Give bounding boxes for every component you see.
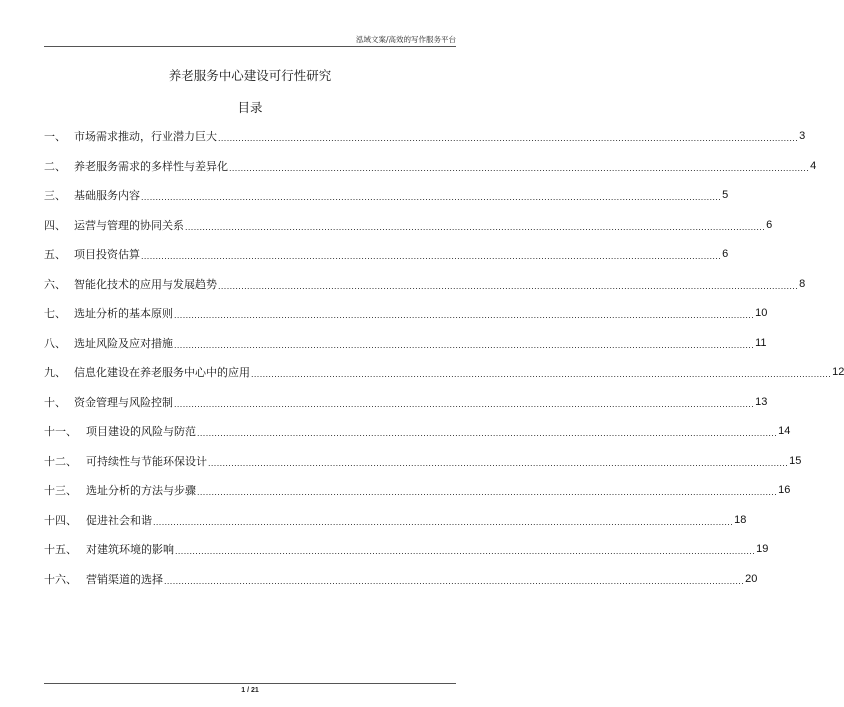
toc-leader-dots: ........................................................................................................................................................................................................ bbox=[153, 516, 734, 527]
toc-entry-label: 项目投资估算 bbox=[74, 248, 140, 261]
toc-entry-label: 养老服务需求的多样性与差异化 bbox=[74, 159, 228, 173]
toc-entry[interactable] bbox=[44, 306, 768, 336]
toc-entry-label: 基础服务内容 bbox=[74, 189, 140, 202]
page-indicator: 1 / 21 bbox=[241, 687, 259, 694]
toc-entry-page-number: 20 bbox=[745, 572, 758, 585]
toc-entry-label: 信息化建设在养老服务中心中的应用 bbox=[74, 366, 250, 379]
toc-entry-number: 四、 bbox=[44, 218, 66, 232]
page-header-text: 泓域文案/高效的写作服务平台 bbox=[355, 35, 456, 44]
toc-leader-dots: ........................................................................................................................................................................................................ bbox=[251, 369, 832, 379]
toc-entry-number: 八、 bbox=[44, 336, 66, 350]
toc-entry[interactable] bbox=[44, 395, 768, 425]
toc-entry-number: 七、 bbox=[44, 307, 66, 320]
toc-entry-number: 一、 bbox=[44, 130, 66, 143]
toc-entry-page-number: 16 bbox=[778, 484, 791, 496]
toc-entry-label: 促进社会和谐 bbox=[86, 513, 152, 527]
toc-entry-label: 运营与管理的协同关系 bbox=[74, 218, 184, 232]
toc-leader-dots: ........................................................................................................................................................................................................ bbox=[197, 487, 778, 497]
toc-leader-dots: ........................................................................................................................................................................................................ bbox=[174, 339, 755, 350]
toc-entry-label: 项目建设的风险与防范 bbox=[86, 425, 196, 438]
toc-entry[interactable] bbox=[44, 542, 769, 572]
toc-entry-page-number: 14 bbox=[778, 425, 791, 437]
toc-entry-number: 十五、 bbox=[44, 543, 77, 556]
toc-entry-page-number: 10 bbox=[755, 307, 768, 319]
toc-entry-number: 二、 bbox=[44, 159, 66, 173]
toc-entry-number: 九、 bbox=[44, 366, 66, 379]
toc-entry-number: 十二、 bbox=[44, 454, 77, 468]
toc-entry-label: 选址分析的基本原则 bbox=[74, 307, 173, 320]
toc-entry-number: 十一、 bbox=[44, 425, 77, 438]
toc-entry-label: 营销渠道的选择 bbox=[86, 572, 163, 586]
toc-leader-dots: ........................................................................................................................................................................................................ bbox=[174, 310, 755, 320]
toc-entry-page-number: 15 bbox=[789, 454, 802, 467]
toc-leader-dots: ........................................................................................................................................................................................................ bbox=[174, 398, 755, 409]
toc-entry[interactable] bbox=[44, 365, 844, 395]
toc-entry-page-number: 5 bbox=[722, 189, 729, 201]
toc-leader-dots: ........................................................................................................................................................................................................ bbox=[197, 428, 778, 438]
toc-entry[interactable] bbox=[44, 129, 806, 159]
toc-entry-number: 六、 bbox=[44, 277, 66, 291]
toc-leader-dots: ........................................................................................................................................................................................................ bbox=[175, 546, 756, 556]
toc-entry-label: 选址风险及应对措施 bbox=[74, 336, 173, 350]
toc-leader-dots: ........................................................................................................................................................................................................ bbox=[218, 133, 799, 143]
toc-entry-page-number: 11 bbox=[755, 336, 767, 349]
document-title: 养老服务中心建设可行性研究 bbox=[168, 68, 332, 83]
toc-entry-label: 市场需求推动，行业潜力巨大 bbox=[74, 130, 217, 143]
toc-entry-label: 可持续性与节能环保设计 bbox=[86, 454, 207, 468]
footer-divider bbox=[44, 683, 456, 684]
toc-leader-dots: ........................................................................................................................................................................................................ bbox=[208, 457, 789, 468]
toc-entry-number: 三、 bbox=[44, 189, 66, 202]
header-divider bbox=[44, 46, 456, 47]
toc-entry-number: 十三、 bbox=[44, 484, 77, 497]
toc-entry-page-number: 3 bbox=[799, 130, 806, 142]
toc-entry-label: 资金管理与风险控制 bbox=[74, 395, 173, 409]
toc-leader-dots: ........................................................................................................................................................................................................ bbox=[229, 162, 810, 173]
toc-entry[interactable] bbox=[44, 247, 729, 277]
toc-entry[interactable] bbox=[44, 218, 773, 248]
toc-entry-page-number: 19 bbox=[756, 543, 769, 555]
toc-entry-page-number: 12 bbox=[832, 366, 844, 378]
toc-entry[interactable] bbox=[44, 483, 791, 513]
toc-entry[interactable] bbox=[44, 159, 817, 189]
toc-entry-number: 十四、 bbox=[44, 513, 77, 527]
toc-heading: 目录 bbox=[237, 100, 263, 115]
toc-entry[interactable] bbox=[44, 513, 747, 543]
toc-entry[interactable] bbox=[44, 424, 791, 454]
toc-leader-dots: ........................................................................................................................................................................................................ bbox=[141, 192, 722, 202]
toc-entry-page-number: 6 bbox=[766, 218, 773, 231]
toc-entry-page-number: 13 bbox=[755, 395, 768, 408]
toc-leader-dots: ........................................................................................................................................................................................................ bbox=[218, 280, 799, 291]
toc-entry-number: 五、 bbox=[44, 248, 66, 261]
toc-entry-label: 选址分析的方法与步骤 bbox=[86, 484, 196, 497]
toc-leader-dots: ........................................................................................................................................................................................................ bbox=[164, 575, 745, 586]
toc-entry[interactable] bbox=[44, 572, 758, 602]
toc-entry[interactable] bbox=[44, 188, 729, 218]
toc-leader-dots: ........................................................................................................................................................................................................ bbox=[185, 221, 766, 232]
table-of-contents bbox=[44, 129, 844, 601]
toc-entry-number: 十、 bbox=[44, 395, 66, 409]
toc-entry-page-number: 6 bbox=[722, 248, 729, 260]
toc-entry-page-number: 4 bbox=[810, 159, 817, 172]
toc-entry-page-number: 18 bbox=[734, 513, 747, 526]
toc-entry[interactable] bbox=[44, 454, 802, 484]
toc-entry[interactable] bbox=[44, 336, 767, 366]
toc-entry-label: 对建筑环境的影响 bbox=[86, 543, 174, 556]
toc-leader-dots: ........................................................................................................................................................................................................ bbox=[141, 251, 722, 261]
toc-entry-page-number: 8 bbox=[799, 277, 806, 290]
toc-entry[interactable] bbox=[44, 277, 806, 307]
toc-entry-number: 十六、 bbox=[44, 572, 77, 586]
toc-entry-label: 智能化技术的应用与发展趋势 bbox=[74, 277, 217, 291]
